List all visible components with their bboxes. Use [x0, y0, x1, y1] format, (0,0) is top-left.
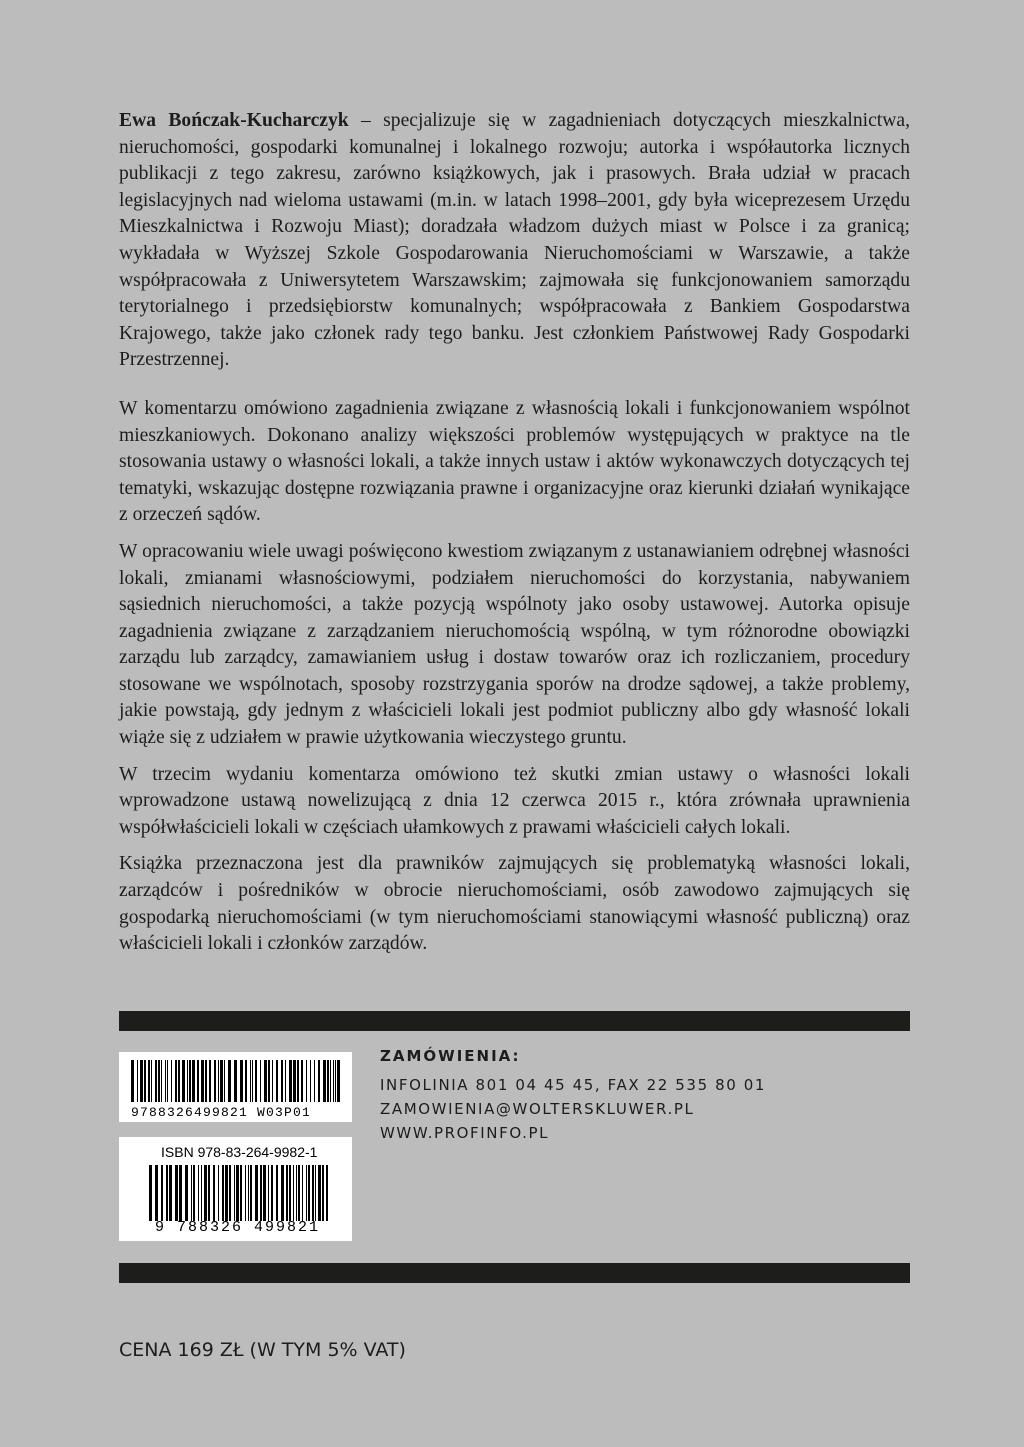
- divider-bar-top: [119, 1011, 910, 1031]
- orders-phone: INFOLINIA 801 04 45 45, FAX 22 535 80 01: [380, 1076, 767, 1094]
- orders-email[interactable]: ZAMOWIENIA@WOLTERSKLUWER.PL: [380, 1100, 695, 1118]
- price-label: CENA 169 ZŁ (W TYM 5% VAT): [119, 1339, 406, 1361]
- description-paragraph: Książka przeznaczona jest dla prawników zajmujących się problematyką własności lokali, zarządców i pośredników w obrocie nieruchomościami, osób zawodowo zajmujących się gospodarką nieruchomościami (w tym nieruchomościami stanowiącymi własność publiczną) oraz właścicieli lokali i członków zarządów.: [119, 853, 910, 955]
- author-bio: [119, 108, 910, 374]
- back-cover-text: [119, 108, 910, 958]
- isbn-barcode: [119, 1137, 352, 1241]
- orders-info: [380, 1047, 766, 1145]
- internal-barcode-number: 9788326499821 W03P01: [131, 1105, 312, 1120]
- description-paragraph: W opracowaniu wiele uwagi poświęcono kwestiom związanym z ustanawianiem odrębnej własności lokali, zmianami własnościowymi, podziałem nieruchomości do korzystania, nabywaniem sąsiednich nieruchomości, a także pozycją wspólnoty jako osoby ustawowej. Autorka opisuje zagadnienia związane z zarządzaniem nieruchomością wspólną, w tym różnorodne obowiązki zarządu lub zarządcy, zamawianiem usług i dostaw towarów oraz ich rozliczaniem, procedury stosowane we wspólnotach, sposoby rozstrzygania sporów na drodze sądowej, a także problemy, jakie powstają, gdy jednym z właścicieli lokali jest podmiot publiczny albo gdy własność lokali wiąże się z udziałem w prawie użytkowania wieczystego gruntu.: [119, 540, 910, 749]
- author-bio-text: – specjalizuje się w zagadnieniach dotyczących mieszkalnictwa, nieruchomości, gospodarki komunalnej i lokalnego rozwoju; autorka i współautorka licznych publikacji z tego zakresu, zarówno książkowych, jak i prasowych. Brała udział w pracach legislacyjnych nad wieloma ustawami (m.in. w latach 1998–2001, gdy była wiceprezesem Urzędu Mieszkalnictwa i Rozwoju Miast); doradzała władzom dużych miast w Polsce i za granicą; wykładała w Wyższej Szkole Gospodarowania Nieruchomościami w Warszawie, a także współpracowała z Uniwersytetem Warszawskim; zajmowała się funkcjonowaniem samorządu terytorialnego i przedsiębiorstw komunalnych; współpracowała z Bankiem Gospodarstwa Krajowego, także jako członek rady tego banku. Jest członkiem Państwowej Rady Gospodarki Przestrzennej.: [119, 110, 911, 371]
- description-paragraph: W komentarzu omówiono zagadnienia związane z własnością lokali i funkcjonowaniem wspólnot mieszkaniowych. Dokonano analizy większości problemów występujących w praktyce na tle stosowania ustawy o własności lokali, a także innych ustaw i aktów wykonawczych dotyczących tej tematyki, wskazując dostępne rozwiązania prawne i organizacyjne oraz kierunki działań wynikające z orzeczeń sądów.: [119, 397, 910, 526]
- isbn-barcode-digits: 9 788326 499821: [155, 1219, 321, 1236]
- internal-barcode: [119, 1052, 352, 1122]
- isbn-label: ISBN 978-83-264-9982-1: [161, 1144, 318, 1160]
- divider-bar-bottom: [119, 1263, 910, 1283]
- orders-heading: ZAMÓWIENIA:: [380, 1047, 521, 1065]
- author-name: Ewa Bończak-Kucharczyk: [119, 110, 349, 131]
- orders-website[interactable]: WWW.PROFINFO.PL: [380, 1124, 550, 1142]
- description-paragraph: W trzecim wydaniu komentarza omówiono też skutki zmian ustawy o własności lokali wprowadzone ustawą nowelizującą z dnia 12 czerwca 2015 r., która zrównała uprawnienia współwłaścicieli lokali w częściach ułamkowych z prawami właścicieli całych lokali.: [119, 763, 910, 838]
